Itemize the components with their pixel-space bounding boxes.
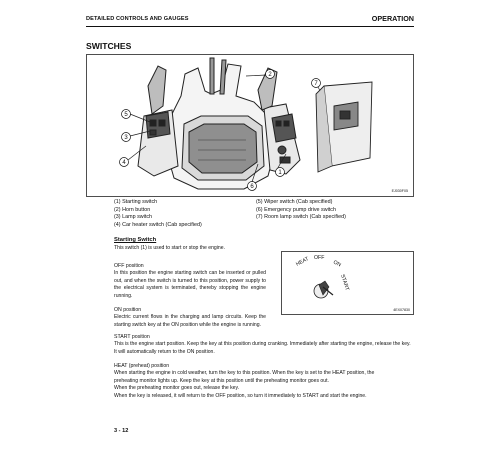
header-chapter-title: OPERATION (371, 14, 414, 23)
callout-4: 4 (122, 160, 126, 166)
legend-item: (7) Room lamp switch (Cab specified) (256, 214, 346, 221)
starting-switch-illustration (281, 251, 414, 315)
switches-figure (86, 54, 414, 197)
figure-code: EJ030F05 (391, 189, 408, 193)
legend-item: (6) Emergency pump drive switch (256, 206, 336, 213)
key-label-off: OFF (314, 255, 325, 261)
starting-switch-title: Starting Switch (114, 237, 157, 243)
switches-illustration (86, 54, 414, 197)
page-header (86, 16, 414, 27)
legend-right (256, 199, 346, 222)
legend-item: (4) Car heater switch (Cab specified) (114, 222, 202, 229)
heat-position-label: HEAT (preheat) position (114, 363, 170, 369)
heat-line: preheating monitor lights up. Keep the key at this position until the preheating monitor goes out. (114, 377, 329, 384)
legend-left (114, 199, 202, 230)
on-position-text: Electric current flows in the charging and lamp circuits. Keep the starting switch key at the ON position while the engine is running. (114, 314, 266, 328)
callout-3: 3 (124, 135, 128, 141)
callout-2: 2 (268, 72, 272, 78)
heat-position-text (114, 370, 414, 401)
page-number: 3 - 12 (114, 428, 129, 434)
key-label-heat: HEAT (295, 256, 310, 268)
header-section-title: DETAILED CONTROLS AND GAUGES (86, 16, 189, 22)
callout-6: 6 (250, 184, 254, 190)
key-figure-code: 4EX07830 (393, 308, 410, 312)
off-position-label: OFF position (114, 263, 144, 269)
callout-7: 7 (314, 81, 318, 87)
legend-item: (1) Starting switch (114, 199, 158, 205)
starting-switch-key-figure (281, 251, 414, 315)
callout-1: 1 (278, 170, 282, 176)
callout-5: 5 (124, 112, 128, 118)
section-title: SWITCHES (86, 41, 132, 51)
start-position-label: START position (114, 334, 150, 340)
legend-item: (5) Wiper switch (Cab specified) (256, 199, 333, 205)
on-position-label: ON position (114, 307, 142, 313)
key-label-start: START (339, 273, 350, 292)
key-label-on: ON (332, 259, 342, 269)
legend-item: (2) Horn button (114, 206, 151, 213)
heat-line: When the key is released, it will return to the OFF position, so turn it immediately to START and start the engine. (114, 393, 367, 400)
starting-switch-intro: This switch (1) is used to start or stop the engine. (114, 245, 225, 251)
heat-line: When the preheating monitor goes out, release the key. (114, 385, 240, 392)
heat-line: When starting the engine in cold weather, turn the key to this position. When the key is set to the HEAT position, the (114, 370, 375, 376)
legend-item: (3) Lamp switch (114, 214, 153, 221)
off-position-text: In this position the engine starting switch can be inserted or pulled out, and when the switch is turned to this position, power supply to the electrical system is terminated, thereby stopping the engine running. (114, 270, 266, 300)
start-position-text: This is the engine start position. Keep the key at this position during cranking. Immediately after starting the engine, release the key. It will automatically return to the ON position. (114, 341, 411, 355)
